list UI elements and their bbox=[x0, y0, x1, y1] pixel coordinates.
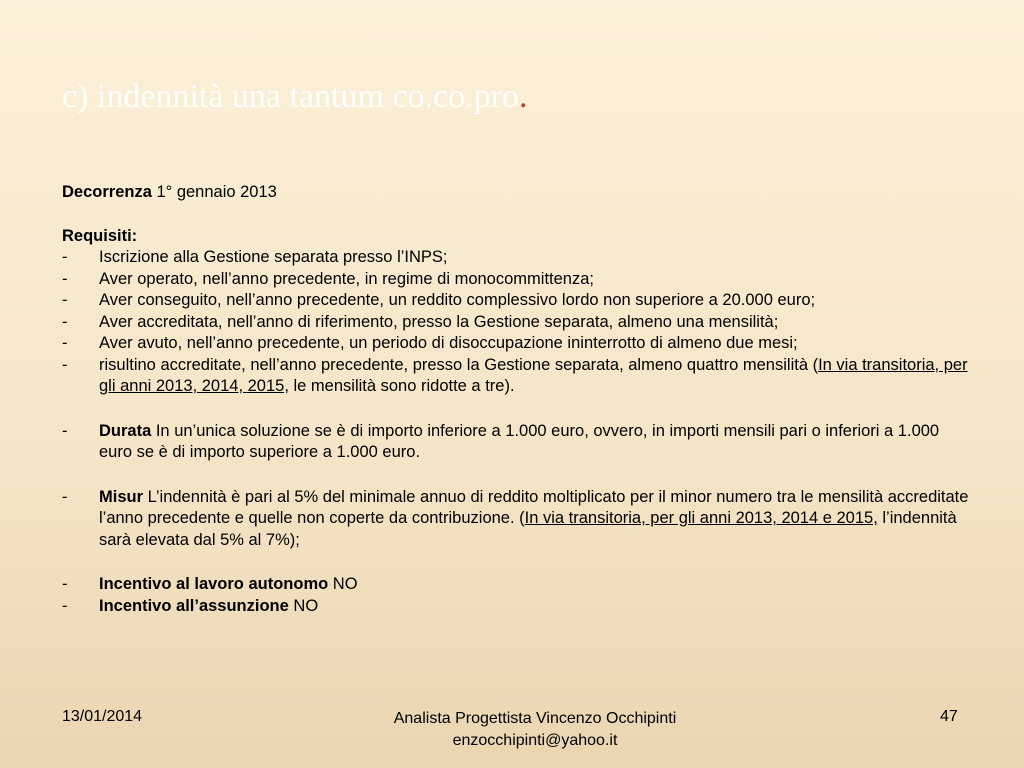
requirement-item bbox=[62, 355, 972, 398]
footer-email: enzocchipinti@yahoo.it bbox=[452, 732, 618, 749]
requirement-item bbox=[62, 269, 972, 291]
requirement-item bbox=[62, 247, 972, 269]
bullet-dash: - bbox=[62, 487, 68, 506]
durata-text: In un’unica soluzione se è di importo inferiore a 1.000 euro, ovvero, in importi mensili pari o inferiori a 1.000 euro se è di importo superiore a 1.000 euro. bbox=[99, 421, 940, 461]
incentivo-lavoro-value: NO bbox=[328, 575, 358, 593]
bullet-dash: - bbox=[62, 575, 68, 593]
requirement-item bbox=[62, 333, 972, 355]
bullet-dash: - bbox=[62, 291, 68, 309]
footer-credits bbox=[300, 708, 770, 752]
decorrenza-value: 1° gennaio 2013 bbox=[151, 183, 277, 201]
durata-item bbox=[62, 421, 972, 464]
misura-label: Misur bbox=[99, 487, 144, 506]
incentivo-lavoro-item bbox=[62, 574, 972, 596]
title-dot: . bbox=[518, 78, 528, 115]
requirement-text: Aver operato, nell’anno precedente, in regime di monocommittenza; bbox=[99, 269, 594, 288]
misura-item: - Misur L’indennità è pari al 5% del minimale annuo di reddito moltiplicato per il minor numero tra le mensilità accreditate l’anno precedente e quelle non coperte da contribuzione. (In via transitoria, per gli anni 2013, 2014 e 2015, l’indennità sarà elevata dal 5% al 7%); bbox=[62, 487, 972, 552]
requirement-text: risultino accreditate, nell’anno precedente, presso la Gestione separata, almeno quattro mensilità (In via transitoria, per gli anni 2013, 2014, 2015, le mensilità sono ridotte a tre). bbox=[99, 355, 968, 395]
incentivo-lavoro-label: Incentivo al lavoro autonomo bbox=[99, 575, 329, 593]
bullet-dash: - bbox=[62, 355, 68, 374]
slide-content bbox=[62, 182, 972, 617]
bullet-dash: - bbox=[62, 596, 68, 615]
requirement-text: Aver conseguito, nell’anno precedente, un reddito complessivo lordo non superiore a 20.000 euro; bbox=[99, 291, 816, 309]
requirement-item bbox=[62, 312, 972, 334]
bullet-dash: - bbox=[62, 312, 68, 331]
decorrenza-label: Decorrenza bbox=[62, 183, 152, 201]
bullet-dash: - bbox=[62, 334, 68, 352]
incentivo-assunzione-value: NO bbox=[288, 596, 319, 615]
requirement-item bbox=[62, 290, 972, 312]
transitional-note: In via transitoria, per gli anni 2013, 2014 e 2015, bbox=[524, 509, 878, 527]
requirement-text: Iscrizione alla Gestione separata presso l’INPS; bbox=[99, 248, 448, 266]
bullet-dash: - bbox=[62, 248, 68, 266]
requirement-text: Aver accreditata, nell’anno di riferimento, presso la Gestione separata, almeno una mensilità; bbox=[99, 312, 779, 331]
incentivo-assunzione-label: Incentivo all’assunzione bbox=[99, 596, 289, 615]
bullet-dash: - bbox=[62, 421, 68, 440]
decorrenza-line bbox=[62, 182, 972, 204]
requirement-text: Aver avuto, nell’anno precedente, un periodo di disoccupazione ininterrotto di almeno due mesi; bbox=[99, 334, 798, 352]
page-number: 47 bbox=[940, 708, 958, 725]
incentivo-assunzione-item bbox=[62, 596, 972, 618]
footer-date: 13/01/2014 bbox=[62, 708, 143, 725]
requisiti-heading: Requisiti: bbox=[62, 226, 138, 245]
slide-title: c) indennità una tantum co.co.pro. bbox=[62, 78, 528, 115]
durata-label: Durata bbox=[99, 421, 152, 440]
transitional-note: In via transitoria, per gli anni 2013, 2014, 2015, bbox=[99, 355, 968, 395]
footer-author: Analista Progettista Vincenzo Occhipinti bbox=[393, 710, 677, 727]
bullet-dash: - bbox=[62, 269, 68, 288]
